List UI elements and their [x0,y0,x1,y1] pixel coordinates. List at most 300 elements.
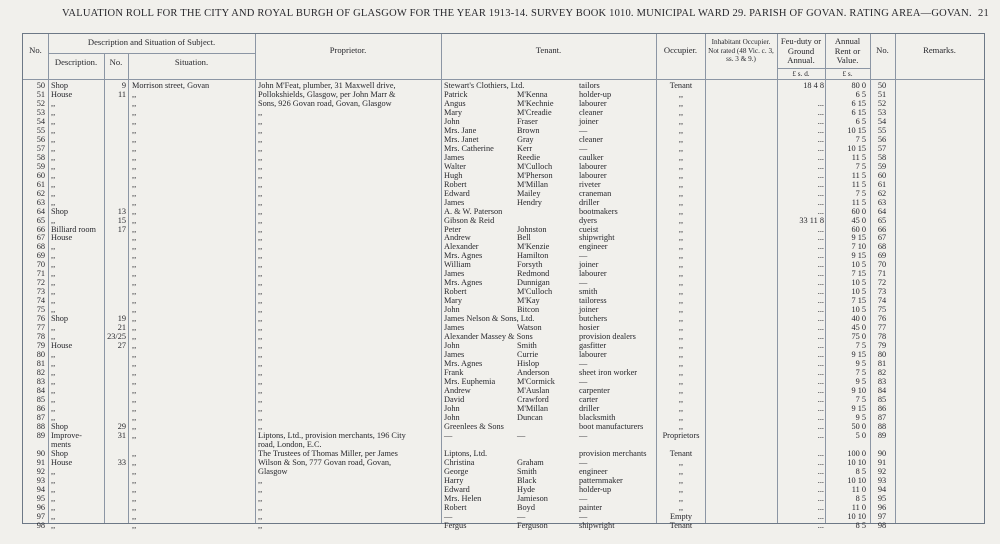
row-tenant-forename: James [444,152,465,162]
row-occupier: ,, [678,341,684,351]
row-number: 86 [36,403,45,413]
header-situation: Situation. [174,57,209,67]
row-feu-duty: ... [817,197,824,207]
row-proprietor: ,, [258,484,263,494]
row-proprietor: ,, [258,179,263,189]
row-situation: ,, [132,134,137,144]
row-annual-rent: 9 10 [851,385,866,395]
row-proprietor: ,, [258,421,263,431]
row-feu-duty: ... [817,224,824,234]
row-annual-rent: 9 15 [851,403,866,413]
header-tenant: Tenant. [535,45,562,55]
row-annual-rent: 5 0 [855,430,866,440]
row-occupier: ,, [678,242,684,252]
row-tenant-surname: M'Culloch [517,287,553,297]
row-number: 81 [36,359,45,369]
row-tenant-occupation: dyers [579,215,597,225]
row-number-right: 63 [877,197,887,207]
row-tenant-forename: — [444,511,453,521]
row-annual-rent: 6 5 [855,116,866,126]
row-number: 70 [36,260,45,270]
row-tenant-forename: Peter [444,224,462,234]
row-occupier: ,, [678,278,684,288]
row-tenant-occupation: labourer [579,350,607,360]
row-street-number: 23/25 [107,332,126,342]
row-situation: ,, [132,305,137,315]
row-tenant-forename: — [444,430,453,440]
row-feu-duty: ... [817,385,824,395]
row-feu-duty: ... [817,457,824,467]
row-feu-duty: ... [817,484,824,494]
row-tenant-surname: M'Kenzie [517,242,550,252]
row-number-right: 93 [877,475,887,485]
row-occupier: ,, [678,197,684,207]
row-proprietor: ,, [258,296,263,306]
row-number-right: 57 [877,143,887,153]
row-number: 84 [36,385,45,395]
row-occupier: ,, [678,403,684,413]
row-number: 53 [36,107,45,117]
row-description: ,, [51,520,56,530]
row-tenant-occupation: provision dealers [579,332,636,342]
row-description: ,, [51,170,56,180]
row-feu-duty: ... [817,394,824,404]
row-tenant-occupation: holder-up [579,484,612,494]
row-occupier: ,, [678,368,684,378]
row-tenant-forename: Stewart's Clothiers, Ltd. [444,81,525,90]
row-tenant-forename: Robert [444,287,467,297]
row-tenant-occupation: blacksmith [579,412,616,422]
row-occupier: ,, [678,233,684,243]
row-feu-duty: ... [817,143,824,153]
row-tenant-occupation: gasfitter [579,341,607,351]
row-description: ,, [51,143,56,153]
row-feu-duty: ... [817,341,824,351]
row-situation: ,, [132,314,137,324]
row-occupier: ,, [678,170,684,180]
row-tenant-occupation: bootmakers [579,206,618,216]
row-tenant-occupation: shipwright [579,233,615,243]
row-description: ,, [51,278,56,288]
row-situation: ,, [132,430,137,440]
row-situation: ,, [132,466,137,476]
row-tenant-occupation: cleaner [579,134,603,144]
row-description: ,, [51,493,56,503]
row-proprietor: ,, [258,260,263,270]
row-situation: ,, [132,107,137,117]
row-number: 65 [36,215,45,225]
row-street-number: 9 [121,81,126,90]
row-annual-rent: 9 15 [851,251,866,261]
row-tenant-surname: Hyde [517,484,535,494]
row-tenant-surname: M'Kenna [517,89,548,99]
row-situation: ,, [132,350,137,360]
row-situation: ,, [132,170,137,180]
header-annual-rent: Annual Rent or Value. [834,36,861,65]
row-number: 94 [36,484,45,494]
row-number-right: 71 [877,269,887,279]
row-occupier: ,, [678,394,684,404]
row-feu-duty: ... [817,475,824,485]
row-tenant-occupation: boot manufacturers [579,421,644,431]
row-situation: ,, [132,377,137,386]
row-occupier: Tenant [669,520,693,530]
row-tenant-surname: Mailey [517,188,541,198]
row-street-number: 17 [117,224,126,234]
row-street-number: 11 [118,89,126,99]
row-number: 71 [36,269,45,279]
heading-text: VALUATION ROLL FOR THE CITY AND ROYAL BURGH OF GLASGOW FOR THE YEAR 1913-14. SURVEY BOOK 1010. MUNICIPAL WARD 29. PARISH OF GOVAN. RATING AREA—GOVAN. [62,8,972,19]
row-annual-rent: 11 5 [851,170,866,180]
row-occupier: ,, [678,305,684,315]
row-feu-duty: ... [817,350,824,360]
row-feu-duty: ... [817,421,824,431]
row-feu-duty: ... [817,152,824,162]
row-tenant-occupation: — [579,359,588,369]
row-tenant-forename: Mrs. Agnes [444,251,483,261]
row-proprietor: ,, [258,161,263,171]
row-tenant-surname: Reedie [517,152,541,162]
row-number-right: 75 [877,305,887,315]
row-tenant-surname: — [517,430,526,440]
row-tenant-occupation: — [579,278,588,288]
row-situation: ,, [132,89,137,99]
row-description: ,, [51,125,56,135]
row-description: ,, [51,215,56,225]
row-tenant-surname: Redmond [517,269,550,279]
row-description: ,, [51,385,56,395]
row-situation: Morrison street, Govan [132,81,210,90]
row-proprietor: ,, [258,368,263,378]
row-tenant-forename: John [444,116,460,126]
row-tenant-surname: M'Culloch [517,161,553,171]
row-proprietor: ,, [258,188,263,198]
row-number-right: 86 [877,403,887,413]
row-number: 52 [36,98,45,108]
row-description: ,, [51,260,56,270]
row-description: ,, [51,412,56,422]
row-occupier: ,, [678,475,684,485]
row-number: 96 [36,502,45,512]
valuation-table [22,33,985,530]
row-annual-rent: 9 15 [851,350,866,360]
row-proprietor: ,, [258,403,263,413]
row-tenant-forename: A. & W. Paterson [444,206,503,216]
row-situation: ,, [132,188,137,198]
row-situation: ,, [132,385,137,395]
row-feu-duty: ... [817,233,824,243]
row-description: ,, [51,305,56,315]
row-number-right: 67 [877,233,887,243]
row-tenant-forename: James [444,197,465,207]
row-tenant-forename: Mrs. Catherine [444,143,494,153]
row-tenant-surname: Dunnigan [517,278,550,288]
row-proprietor: The Trustees of Thomas Miller, per James [258,448,398,458]
row-feu-duty: ... [817,278,824,288]
row-proprietor: ,, [258,107,263,117]
row-tenant-occupation: patternmaker [579,475,623,485]
row-description: ,, [51,152,56,162]
row-feu-duty: ... [817,412,824,422]
row-situation: ,, [132,98,137,108]
row-annual-rent: 10 5 [851,287,866,297]
row-annual-rent: 11 5 [851,197,866,207]
row-description: ,, [51,502,56,512]
row-occupier: ,, [678,385,684,395]
row-description: ,, [51,475,56,485]
row-tenant-forename: Mary [444,296,462,306]
feu-duty-units: £ s. d. [792,70,810,78]
row-proprietor: ,, [258,224,263,234]
header-no: No. [29,45,42,55]
row-situation: ,, [132,179,137,189]
row-tenant-forename: James Nelson & Sons, Ltd. [444,314,535,324]
row-number: 51 [36,89,45,99]
row-tenant-surname: M'Auslan [517,385,550,395]
row-tenant-surname: Johnston [517,224,547,234]
row-tenant-forename: William [444,260,471,270]
row-annual-rent: 10 10 [847,475,866,485]
row-feu-duty: ... [817,305,824,315]
row-situation: ,, [132,323,137,333]
row-occupier: ,, [678,457,684,467]
row-number: 54 [36,116,45,126]
row-number-right: 59 [877,161,887,171]
row-tenant-surname: Crawford [517,394,549,404]
row-tenant-forename: Mrs. Jane [444,125,477,135]
row-proprietor: ,, [258,143,263,153]
row-tenant-occupation: labourer [579,170,607,180]
row-description: ,, [51,511,56,521]
row-annual-rent: 50 0 [851,421,866,431]
row-tenant-occupation: labourer [579,269,607,279]
row-proprietor: ,, [258,242,263,252]
row-tenant-occupation: — [579,493,588,503]
row-tenant-occupation: smith [579,287,598,297]
row-number-right: 70 [877,260,887,270]
row-situation: ,, [132,224,137,234]
row-situation: ,, [132,206,137,216]
row-tenant-occupation: — [579,430,588,440]
row-number-right: 81 [877,359,887,369]
row-number: 73 [36,287,45,297]
row-number-right: 54 [877,116,887,126]
row-proprietor: ,, [258,359,263,369]
row-annual-rent: 8 5 [855,520,866,530]
row-occupier: ,, [678,116,684,126]
row-proprietor: ,, [258,206,263,216]
row-description: ,, [51,179,56,189]
row-occupier: ,, [678,206,684,216]
row-tenant-surname: Jamieson [517,493,548,503]
row-annual-rent: 6 15 [851,107,866,117]
row-tenant-forename: Liptons, Ltd. [444,448,488,458]
row-tenant-surname: Hamilton [517,251,549,261]
row-feu-duty: ... [817,188,824,198]
row-annual-rent: 7 15 [851,269,866,279]
row-occupier: ,, [678,359,684,369]
header-number: No. [109,57,123,67]
row-description: House [51,457,73,467]
row-annual-rent: 11 5 [851,152,866,162]
row-number-right: 85 [877,394,887,404]
row-number-right: 50 [877,81,887,90]
row-number: 56 [36,134,45,144]
row-annual-rent: 10 10 [847,511,866,521]
row-occupier: ,, [678,296,684,306]
row-tenant-surname: Fraser [517,116,538,126]
row-feu-duty: ... [817,206,824,216]
row-occupier: ,, [678,421,684,431]
row-proprietor: ,, [258,269,263,279]
row-description: ,, [51,242,56,252]
row-occupier: ,, [678,260,684,270]
row-annual-rent: 7 5 [855,134,866,144]
row-occupier: Proprietors [662,430,700,440]
row-proprietor: ,, [258,251,263,261]
row-situation: ,, [132,341,137,351]
row-situation: ,, [132,394,137,404]
row-feu-duty: ... [817,161,824,171]
row-tenant-surname: Graham [517,457,544,467]
row-tenant-forename: James [444,269,465,279]
row-number: 60 [36,170,45,180]
row-description: ,, [51,98,56,108]
row-number: 55 [36,125,45,135]
row-number: 83 [36,377,45,386]
row-number-right: 68 [877,242,887,252]
row-situation: ,, [132,242,137,252]
row-tenant-surname: M'Cormick [517,377,555,386]
row-tenant-surname: Hendry [517,197,542,207]
row-description: ,, [51,269,56,279]
row-feu-duty: ... [817,377,824,386]
row-number: 67 [36,233,45,243]
row-tenant-surname: Duncan [517,412,543,422]
row-annual-rent: 60 0 [851,224,866,234]
row-description: ,, [51,107,56,117]
row-tenant-forename: Patrick [444,89,468,99]
row-situation: ,, [132,412,137,422]
row-feu-duty: ... [817,179,824,189]
row-proprietor: ,, [258,493,263,503]
row-number: 85 [36,394,45,404]
row-tenant-forename: Greenlees & Sons [444,421,504,431]
row-annual-rent: 40 0 [851,314,866,324]
header-description: Description. [54,57,98,67]
row-number-right: 51 [877,89,887,99]
row-annual-rent: 7 5 [855,368,866,378]
row-proprietor: ,, [258,314,263,324]
row-tenant-forename: George [444,466,469,476]
row-tenant-occupation: riveter [579,179,601,189]
row-situation: ,, [132,457,137,467]
row-number-right: 65 [877,215,887,225]
row-tenant-occupation: hosier [579,323,600,333]
row-tenant-occupation: tailors [579,81,600,90]
row-proprietor: ,, [258,305,263,315]
row-number-right: 77 [877,323,887,333]
row-number-right: 95 [877,493,887,503]
row-tenant-surname: Smith [517,466,537,476]
row-description: ,, [51,377,56,386]
row-annual-rent: 45 0 [851,323,866,333]
row-proprietor: Pollokshields, Glasgow, per John Marr & [258,89,396,99]
row-annual-rent: 6 15 [851,98,866,108]
row-number: 97 [36,511,45,521]
row-number-right: 62 [877,188,887,198]
row-proprietor: ,, [258,412,263,422]
row-tenant-forename: John [444,305,460,315]
row-tenant-forename: James [444,350,465,360]
row-proprietor: ,, [258,332,263,342]
row-feu-duty: ... [817,287,824,297]
row-tenant-occupation: labourer [579,98,607,108]
row-situation: ,, [132,197,137,207]
row-number-right: 74 [877,296,887,306]
row-tenant-forename: Mrs. Agnes [444,278,483,288]
row-description: ,, [51,161,56,171]
row-tenant-forename: Hugh [444,170,463,180]
row-feu-duty: ... [817,170,824,180]
row-number: 61 [36,179,45,189]
row-number: 79 [36,341,45,351]
row-number-right: 69 [877,251,887,261]
row-tenant-forename: Robert [444,179,467,189]
row-proprietor: ,, [258,215,263,225]
row-description: ,, [51,116,56,126]
row-tenant-surname: Bitcon [517,305,540,315]
row-tenant-surname: M'Millan [517,179,548,189]
row-number-right: 94 [877,484,887,494]
row-tenant-forename: Andrew [444,385,471,395]
row-number-right: 96 [877,502,887,512]
row-tenant-surname: Brown [517,125,540,135]
row-situation: ,, [132,287,137,297]
row-feu-duty: ... [817,323,824,333]
row-number: 91 [36,457,45,467]
row-annual-rent: 11 0 [851,502,866,512]
row-occupier: ,, [678,287,684,297]
row-description: ,, [51,466,56,476]
row-description: ,, [51,368,56,378]
row-number-right: 73 [877,287,887,297]
row-tenant-surname: Smith [517,341,537,351]
row-tenant-occupation: driller [579,197,600,207]
row-proprietor: Wilson & Son, 777 Govan road, Govan, [258,457,392,467]
row-tenant-occupation: — [579,251,588,261]
row-occupier: ,, [678,125,684,135]
row-feu-duty: ... [817,251,824,261]
row-occupier: ,, [678,215,684,225]
row-tenant-surname: Currie [517,350,539,360]
row-feu-duty: ... [817,296,824,306]
row-description: ,, [51,394,56,404]
row-tenant-forename: Walter [444,161,466,171]
row-description: ,, [51,197,56,207]
row-occupier: Empty [669,511,693,521]
row-tenant-occupation: joiner [579,305,599,315]
row-occupier: ,, [678,98,684,108]
row-description: Shop [51,206,69,216]
row-number-right: 58 [877,152,887,162]
row-proprietor: ,, [258,323,263,333]
row-description: Improve- [51,430,82,440]
row-feu-duty: ... [817,125,824,135]
row-tenant-forename: Frank [444,368,464,378]
row-tenant-occupation: cleaner [579,107,603,117]
row-tenant-occupation: driller [579,403,600,413]
